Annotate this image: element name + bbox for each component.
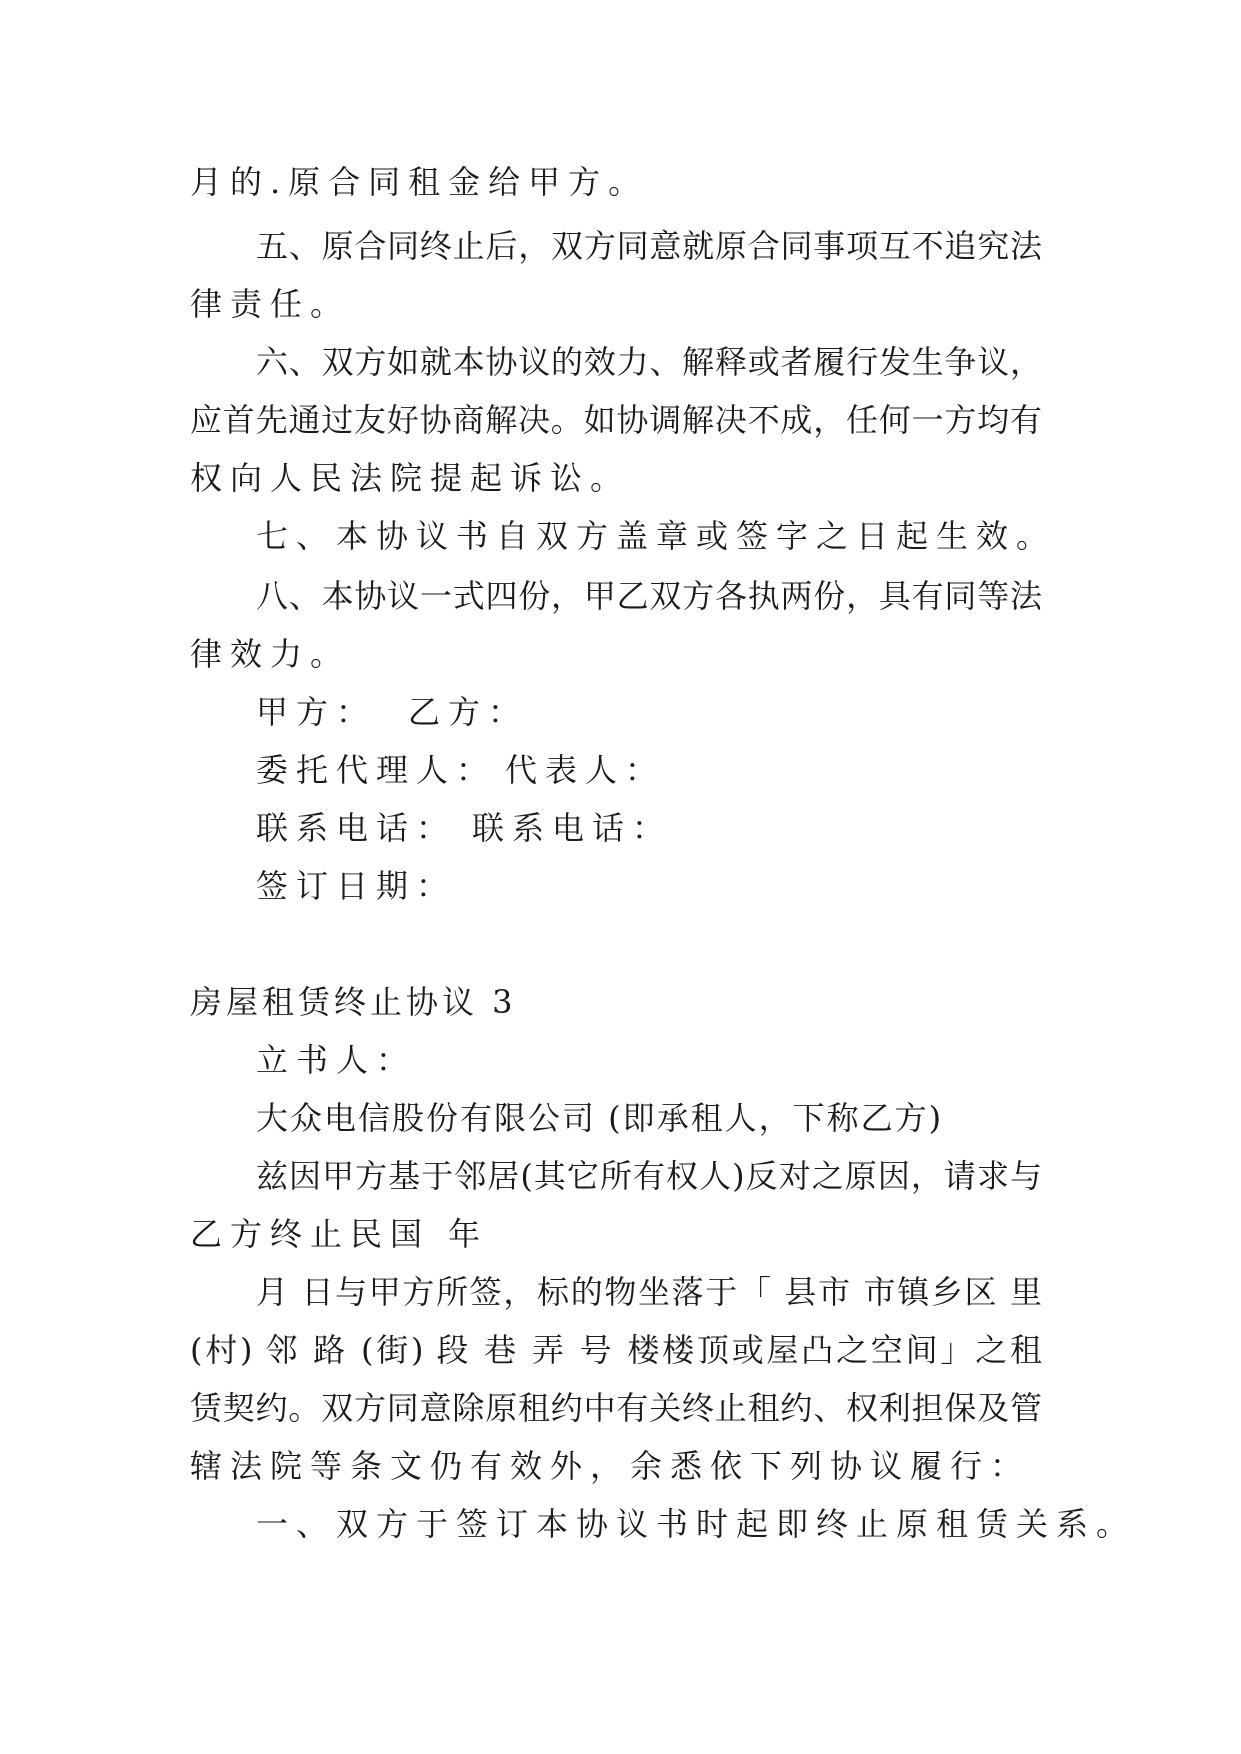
signature-party-b-label: 乙方： xyxy=(408,693,529,731)
paragraph-line: 兹因甲方基于邻居(其它所有权人)反对之原因，请求与 xyxy=(256,1157,1042,1195)
signature-phone-b-label: 联系电话： xyxy=(472,809,673,847)
paragraph-line: 七、本协议书自双方盖章或签字之日起生效。 xyxy=(256,517,1057,555)
signature-party-a-label: 甲方： xyxy=(256,693,377,731)
paragraph-line: 月 日与甲方所签，标的物坐落于「 县市 市镇乡区 里 xyxy=(256,1273,1042,1311)
paragraph-line: 一、双方于签订本协议书时起即终止原租赁关系。 xyxy=(256,1505,1137,1543)
paragraph-line: 辖法院等条文仍有效外，余悉依下列协议履行： xyxy=(190,1447,1031,1485)
paragraph-line: 赁契约。双方同意除原租约中有关终止租约、权利担保及管 xyxy=(190,1389,1042,1427)
paragraph-line: 应首先通过友好协商解决。如协调解决不成，任何一方均有 xyxy=(190,401,1042,439)
paragraph-line: 六、双方如就本协议的效力、解释或者履行发生争议， xyxy=(256,343,1042,381)
paragraph-line: 大众电信股份有限公司 (即承租人，下称乙方) xyxy=(256,1099,944,1137)
signature-date-label: 签订日期： xyxy=(256,867,457,905)
section-title: 房屋租赁终止协议 3 xyxy=(190,983,517,1021)
paragraph-line: 律效力。 xyxy=(190,635,351,673)
paragraph-line: 立书人： xyxy=(256,1041,417,1079)
paragraph-line: 乙方终止民国 年 xyxy=(190,1215,489,1253)
paragraph-line: 八、本协议一式四份，甲乙双方各执两份，具有同等法 xyxy=(256,577,1042,615)
paragraph-line: 月的.原合同租金给甲方。 xyxy=(190,163,649,201)
signature-agent-label: 委托代理人： xyxy=(256,751,497,789)
paragraph-line: 权向人民法院提起诉讼。 xyxy=(190,459,631,497)
signature-representative-label: 代表人： xyxy=(505,751,666,789)
paragraph-line: (村) 邻 路 (街) 段 巷 弄 号 楼楼顶或屋凸之空间」之租 xyxy=(190,1331,1042,1369)
signature-phone-a-label: 联系电话： xyxy=(256,809,457,847)
paragraph-line: 五、原合同终止后，双方同意就原合同事项互不追究法 xyxy=(256,227,1042,265)
paragraph-line: 律责任。 xyxy=(190,285,351,323)
